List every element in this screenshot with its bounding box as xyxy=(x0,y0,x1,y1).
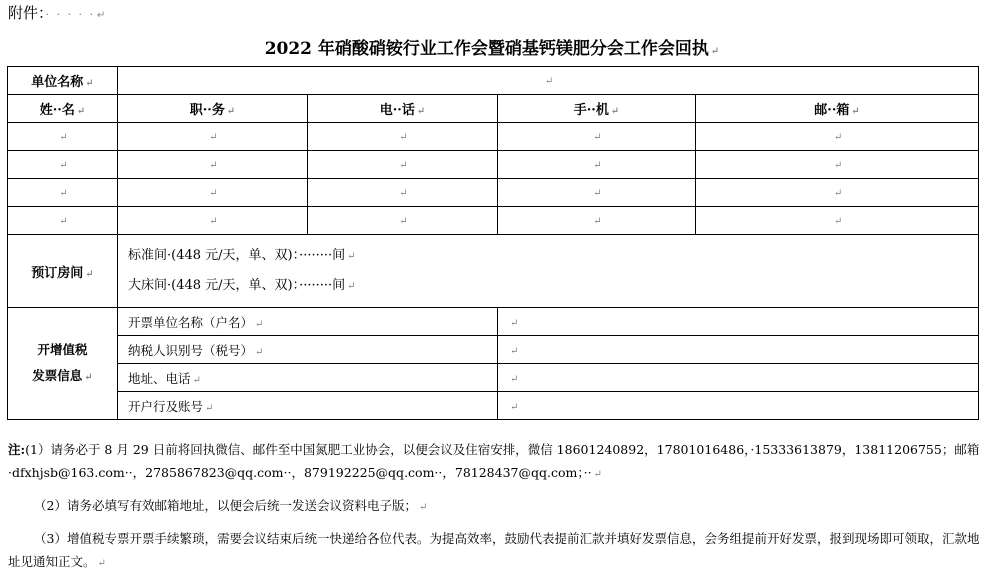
attendee-cell[interactable]: ↵ xyxy=(8,179,118,207)
king-room-line[interactable]: 大床间·(448 元/天，单、双)：········间 ↵ xyxy=(128,278,356,293)
header-title: 职··务 ↵ xyxy=(118,95,308,123)
invoice-label-cell: 开增值税 发票信息 ↵ xyxy=(8,308,118,420)
invoice-row-2 xyxy=(8,336,979,364)
hotel-label-cell: 预订房间 ↵ xyxy=(8,235,118,308)
attendee-cell[interactable]: ↵ xyxy=(8,207,118,235)
attachment-dots: · · · · · xyxy=(45,8,95,21)
attendee-cell[interactable]: ↵ xyxy=(498,123,696,151)
unit-label-cell: 单位名称 ↵ xyxy=(8,67,118,95)
header-phone: 电··话 ↵ xyxy=(308,95,498,123)
attendee-row xyxy=(8,207,979,235)
invoice-field-input[interactable]: ↵ xyxy=(498,308,979,336)
invoice-field-input[interactable]: ↵ xyxy=(498,336,979,364)
attendee-cell[interactable]: ↵ xyxy=(308,151,498,179)
attendee-cell[interactable]: ↵ xyxy=(308,179,498,207)
attendee-cell[interactable]: ↵ xyxy=(498,207,696,235)
attendee-cell[interactable]: ↵ xyxy=(696,123,979,151)
page-title xyxy=(0,34,984,59)
attendee-cell[interactable]: ↵ xyxy=(8,123,118,151)
header-email: 邮··箱 ↵ xyxy=(696,95,979,123)
note-2: （2）请务必填写有效邮箱地址，以便会后统一发送会议资料电子版； ↵ xyxy=(34,498,428,513)
attachment-label xyxy=(8,2,105,23)
attendee-cell[interactable]: ↵ xyxy=(118,179,308,207)
invoice-field-label: 地址、电话 ↵ xyxy=(118,364,498,392)
attendee-cell[interactable]: ↵ xyxy=(696,151,979,179)
standard-room-line[interactable]: 标准间·(448 元/天，单、双)：········间 ↵ xyxy=(128,248,356,263)
invoice-row-1 xyxy=(8,308,979,336)
paragraph-mark-icon: ↵ xyxy=(710,46,720,57)
unit-name-field[interactable]: ↵ xyxy=(118,67,979,95)
attendee-cell[interactable]: ↵ xyxy=(696,207,979,235)
invoice-row-4 xyxy=(8,392,979,420)
note-3: （3）增值税专票开票手续繁琐，需要会议结束后统一快递给各位代表。为提高效率，鼓励代表提前汇款并填好发票信息，会务组提前开好发票，报到现场即可领取，汇款地址见通知正文。 ↵ xyxy=(8,531,980,569)
hotel-options xyxy=(118,235,979,308)
title-text: 2022 年硝酸硝铵行业工作会暨硝基钙镁肥分会工作会回执 xyxy=(264,39,709,59)
attendee-row xyxy=(8,123,979,151)
invoice-field-input[interactable]: ↵ xyxy=(498,392,979,420)
header-row xyxy=(8,95,979,123)
invoice-field-label: 开票单位名称（户名） ↵ xyxy=(118,308,498,336)
attendee-cell[interactable]: ↵ xyxy=(118,123,308,151)
header-name: 姓··名 ↵ xyxy=(8,95,118,123)
hotel-row xyxy=(8,235,979,308)
attendee-cell[interactable]: ↵ xyxy=(118,151,308,179)
header-mobile: 手··机 ↵ xyxy=(498,95,696,123)
invoice-field-input[interactable]: ↵ xyxy=(498,364,979,392)
attendee-cell[interactable]: ↵ xyxy=(498,179,696,207)
attendee-cell[interactable]: ↵ xyxy=(308,123,498,151)
attendee-rows xyxy=(8,123,979,235)
attachment-text: 附件： xyxy=(8,4,46,22)
paragraph-mark-icon: ↵ xyxy=(97,10,106,21)
attendee-cell[interactable]: ↵ xyxy=(498,151,696,179)
unit-row xyxy=(8,67,979,95)
invoice-row-3 xyxy=(8,364,979,392)
attendee-row xyxy=(8,179,979,207)
attendee-row xyxy=(8,151,979,179)
attendee-cell[interactable]: ↵ xyxy=(8,151,118,179)
attendee-cell[interactable]: ↵ xyxy=(308,207,498,235)
attendee-cell[interactable]: ↵ xyxy=(118,207,308,235)
notes-section xyxy=(8,438,980,575)
invoice-field-label: 开户行及账号 ↵ xyxy=(118,392,498,420)
note-1: 注:(1）请务必于 8 月 29 日前将回执微信、邮件至中国氮肥工业协会，以便会议及住宿安排，微信 18601240892，17801016486，·15333613879，13811206755；邮箱·dfxhjsb@163.com··，2785867823@qq.com··，879192225@qq.com··，78128437@qq.com；·· ↵ xyxy=(8,442,980,480)
receipt-table xyxy=(7,66,979,420)
attendee-cell[interactable]: ↵ xyxy=(696,179,979,207)
invoice-field-label: 纳税人识别号（税号） ↵ xyxy=(118,336,498,364)
